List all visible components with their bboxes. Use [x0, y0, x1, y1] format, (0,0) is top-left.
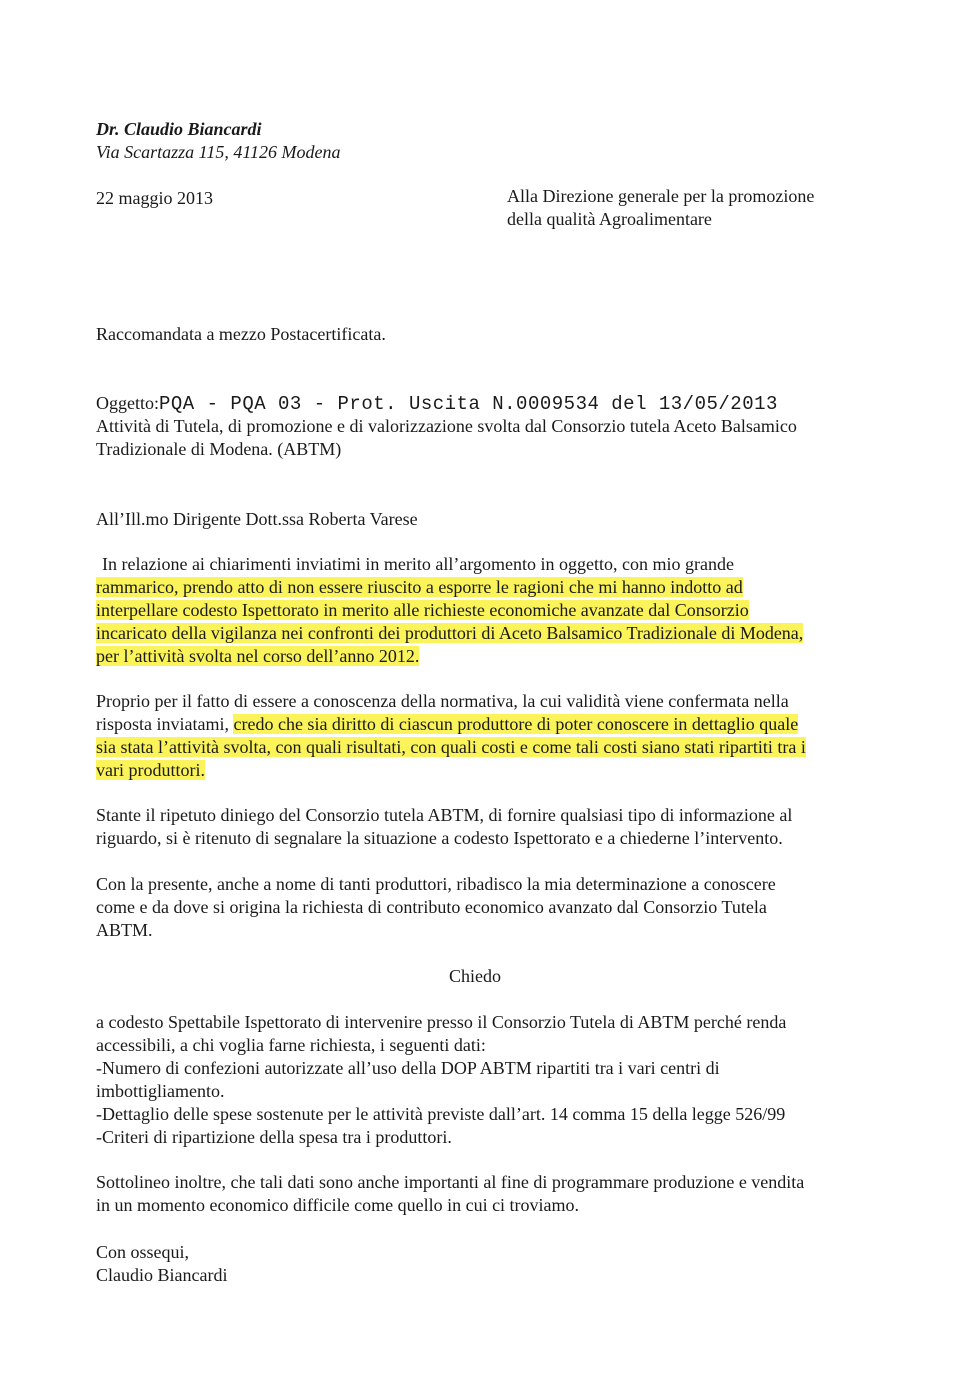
highlight-text: vari produttori. [96, 760, 205, 780]
highlight-text: interpellare codesto Ispettorato in merito alle richieste economiche avanzate dal Consorzio [96, 600, 749, 620]
paragraph-3 [96, 804, 792, 850]
sender-name: Dr. Claudio Biancardi [96, 119, 262, 139]
paragraph-6-line-2: in un momento economico difficile come quello in cui ci troviamo. [96, 1195, 580, 1215]
paragraph-1 [96, 553, 803, 668]
paragraph-6 [96, 1171, 804, 1217]
paragraph-5-line-4: imbottigliamento. [96, 1081, 225, 1101]
delivery-method: Raccomandata a mezzo Postacertificata. [96, 324, 386, 344]
highlight-text: per l’attività svolta nel corso dell’anno 2012. [96, 646, 420, 666]
paragraph-5-line-2: accessibili, a chi voglia farne richiesta, i seguenti dati: [96, 1035, 486, 1055]
closing [96, 1241, 227, 1287]
subject-label: Oggetto: [96, 393, 159, 413]
highlight-text: sia stata l’attività svolta, con quali risultati, con quali costi e come tali costi siano stati ripartiti tra i [96, 737, 806, 757]
paragraph-2-line-2a: risposta inviatami, [96, 714, 229, 734]
paragraph-4-line-2: come e da dove si origina la richiesta di contributo economico avanzato dal Consorzio Tutela [96, 897, 767, 917]
paragraph-5-line-1: a codesto Spettabile Ispettorato di intervenire presso il Consorzio Tutela di ABTM perché renda [96, 1012, 787, 1032]
highlight-text: rammarico, prendo atto di non essere riuscito a esporre le ragioni che mi hanno indotto ad [96, 577, 743, 597]
recipient-line-1: Alla Direzione generale per la promozione [507, 186, 815, 206]
paragraph-2-line-1: Proprio per il fatto di essere a conoscenza della normativa, la cui validità viene confermata nella [96, 691, 789, 711]
subject-protocol: PQA - PQA 03 - Prot. Uscita N.0009534 del 13/05/2013 [159, 393, 778, 415]
salutation: All’Ill.mo Dirigente Dott.ssa Roberta Varese [96, 509, 418, 529]
paragraph-3-line-2: riguardo, si è ritenuto di segnalare la situazione a codesto Ispettorato e a chiederne l’intervento. [96, 828, 783, 848]
subject-line [96, 392, 778, 416]
highlight-text: incaricato della vigilanza nei confronti dei produttori di Aceto Balsamico Tradizionale di Modena, [96, 623, 804, 643]
paragraph-4 [96, 873, 776, 942]
subject-line-2: Attività di Tutela, di promozione e di valorizzazione svolta dal Consorzio tutela Aceto Balsamico [96, 416, 797, 436]
paragraph-5 [96, 1011, 786, 1149]
sender-address: Via Scartazza 115, 41126 Modena [96, 142, 341, 162]
paragraph-2 [96, 690, 806, 782]
request-heading: Chiedo [449, 966, 501, 986]
paragraph-5-line-5: -Dettaglio delle spese sostenute per le attività previste dall’art. 14 comma 15 della legge 526/99 [96, 1104, 786, 1124]
subject-line-3: Tradizionale di Modena. (ABTM) [96, 439, 342, 459]
closing-line-1: Con ossequi, [96, 1242, 190, 1262]
paragraph-1-line-1: In relazione ai chiarimenti inviatimi in merito all’argomento in oggetto, con mio grande [102, 554, 734, 574]
paragraph-5-line-3: -Numero di confezioni autorizzate all’uso della DOP ABTM ripartiti tra i vari centri di [96, 1058, 720, 1078]
paragraph-5-line-6: -Criteri di ripartizione della spesa tra i produttori. [96, 1127, 452, 1147]
highlight-text: credo che sia diritto di ciascun produttore di poter conoscere in dettaglio quale [233, 714, 799, 734]
signature-name: Claudio Biancardi [96, 1265, 228, 1285]
recipient-line-2: della qualità Agroalimentare [507, 209, 712, 229]
paragraph-6-line-1: Sottolineo inoltre, che tali dati sono anche importanti al fine di programmare produzione e vendita [96, 1172, 805, 1192]
paragraph-3-line-1: Stante il ripetuto diniego del Consorzio tutela ABTM, di fornire qualsiasi tipo di informazione al [96, 805, 793, 825]
letter-date: 22 maggio 2013 [96, 188, 213, 208]
paragraph-4-line-3: ABTM. [96, 920, 153, 940]
paragraph-4-line-1: Con la presente, anche a nome di tanti produttori, ribadisco la mia determinazione a conoscere [96, 874, 776, 894]
